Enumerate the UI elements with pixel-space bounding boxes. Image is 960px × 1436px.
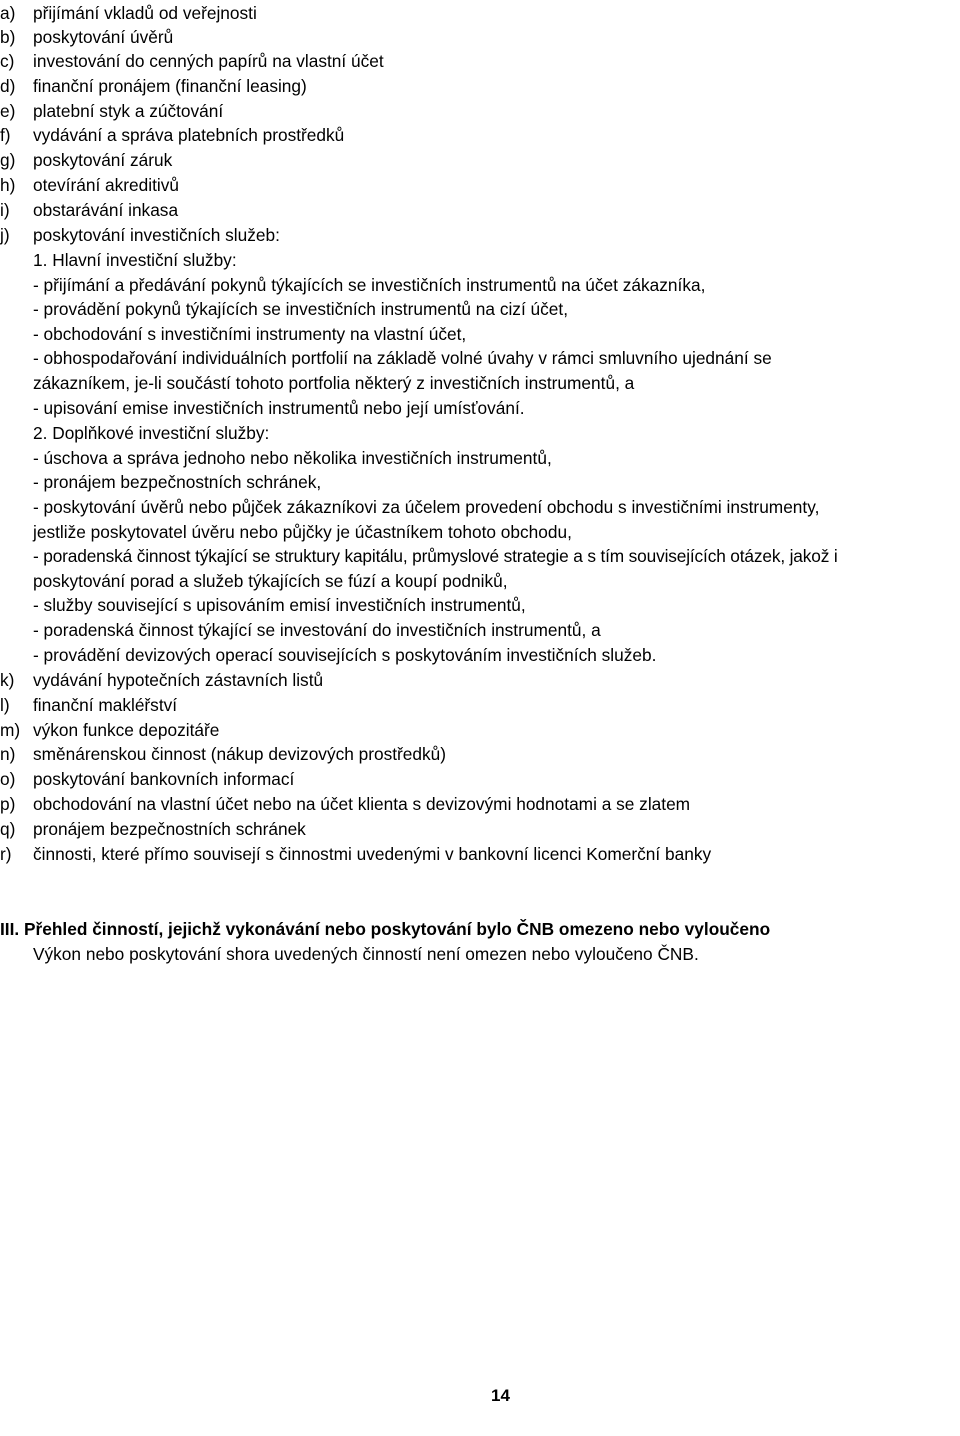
list-label: b) [0, 27, 16, 47]
list-label: e) [0, 101, 16, 121]
list-label: f) [0, 125, 11, 145]
service-line: - poskytování úvěrů nebo půjček zákazníkovi za účelem provedení obchodu s investičními instrumenty, [33, 497, 820, 517]
list-text: činnosti, které přímo souvisejí s činnostmi uvedenými v bankovní licenci Komerční banky [33, 844, 712, 864]
list-text: poskytování úvěrů [33, 27, 174, 47]
service-line: - přijímání a předávání pokynů týkajících se investičních instrumentů na účet zákazníka, [33, 275, 706, 295]
section-text: Výkon nebo poskytování shora uvedených činností není omezen nebo vyloučeno ČNB. [33, 944, 699, 964]
list-label: l) [0, 695, 10, 715]
list-text: otevírání akreditivů [33, 175, 180, 195]
list-label: r) [0, 844, 12, 864]
list-text: pronájem bezpečnostních schránek [33, 819, 306, 839]
list-label: k) [0, 670, 15, 690]
list-text: poskytování bankovních informací [33, 769, 295, 789]
page-number: 14 [491, 1386, 510, 1405]
list-text: poskytování investičních služeb: [33, 225, 280, 245]
list-label: q) [0, 819, 16, 839]
service-line: - poradenská činnost týkající se struktury kapitálu, průmyslové strategie a s tím souvisejících otázek, jakož i [33, 546, 838, 566]
list-label: p) [0, 794, 16, 814]
list-label: h) [0, 175, 16, 195]
service-line: - poradenská činnost týkající se investování do investičních instrumentů, a [33, 620, 601, 640]
service-line: jestliže poskytovatel úvěru nebo půjčky je účastníkem tohoto obchodu, [33, 522, 572, 542]
list-text: vydávání a správa platebních prostředků [33, 125, 345, 145]
service-line: poskytování porad a služeb týkajících se fúzí a koupí podniků, [33, 571, 508, 591]
service-line: - úschova a správa jednoho nebo několika investičních instrumentů, [33, 448, 552, 468]
list-text: vydávání hypotečních zástavních listů [33, 670, 324, 690]
service-line: - upisování emise investičních instrumentů nebo její umísťování. [33, 398, 525, 418]
list-label: n) [0, 744, 16, 764]
list-text: finanční makléřství [33, 695, 178, 715]
list-text: platební styk a zúčtování [33, 101, 224, 121]
list-text: finanční pronájem (finanční leasing) [33, 76, 307, 96]
list-label: o) [0, 769, 16, 789]
service-line: - obhospodařování individuálních portfolií na základě volné úvahy v rámci smluvního ujednání se [33, 348, 772, 368]
subsection-heading: 2. Doplňkové investiční služby: [33, 423, 270, 443]
list-text: obchodování na vlastní účet nebo na účet klienta s devizovými hodnotami a se zlatem [33, 794, 691, 814]
list-text: směnárenskou činnost (nákup devizových prostředků) [33, 744, 447, 764]
subsection-heading: 1. Hlavní investiční služby: [33, 250, 237, 270]
service-line: - služby související s upisováním emisí investičních instrumentů, [33, 595, 526, 615]
list-text: přijímání vkladů od veřejnosti [33, 3, 257, 23]
service-line: - obchodování s investičními instrumenty na vlastní účet, [33, 324, 467, 344]
list-label: i) [0, 200, 10, 220]
list-label: c) [0, 51, 15, 71]
list-text: výkon funkce depozitáře [33, 720, 220, 740]
list-label: d) [0, 76, 16, 96]
section-heading: III. Přehled činností, jejichž vykonávání nebo poskytování bylo ČNB omezeno nebo vyloučeno [0, 919, 771, 939]
list-label: j) [0, 225, 10, 245]
list-label: m) [0, 720, 21, 740]
list-text: poskytování záruk [33, 150, 173, 170]
list-label: g) [0, 150, 16, 170]
list-text: obstarávání inkasa [33, 200, 179, 220]
list-text: investování do cenných papírů na vlastní účet [33, 51, 384, 71]
service-line: zákazníkem, je-li součástí tohoto portfolia některý z investičních instrumentů, a [33, 373, 635, 393]
service-line: - provádění pokynů týkajících se investičních instrumentů na cizí účet, [33, 299, 569, 319]
service-line: - provádění devizových operací souvisejících s poskytováním investičních služeb. [33, 645, 657, 665]
list-label: a) [0, 3, 16, 23]
service-line: - pronájem bezpečnostních schránek, [33, 472, 322, 492]
